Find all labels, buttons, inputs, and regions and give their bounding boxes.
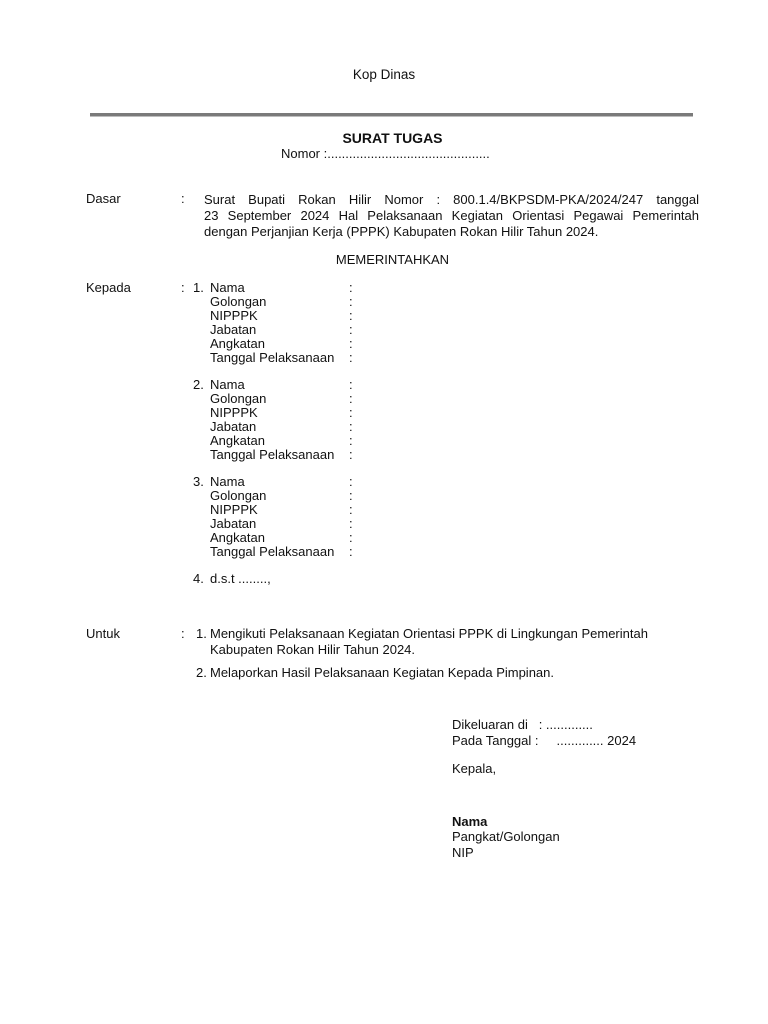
untuk-item-number: 2. <box>196 665 207 680</box>
more-persons-text: d.s.t ........, <box>210 571 271 586</box>
untuk-colon: : <box>181 626 185 641</box>
person-field-label: Golongan <box>210 293 267 309</box>
person-field-colon: : <box>349 418 353 434</box>
letterhead-placeholder: Kop Dinas <box>352 67 416 82</box>
person-field-colon: : <box>349 543 353 559</box>
person-field-colon: : <box>349 474 353 489</box>
dasar-colon: : <box>181 191 185 206</box>
person-field-label: NIPPPK <box>210 501 258 517</box>
person-field-label: Tanggal Pelaksanaan <box>210 446 335 462</box>
person-field-colon: : <box>349 529 353 545</box>
untuk-item-line: Mengikuti Pelaksanaan Kegiatan Orientasi PPPK di Lingkungan Pemerintah <box>210 626 648 641</box>
person-field-label: Jabatan <box>210 418 257 434</box>
person-number: 2. <box>193 377 204 392</box>
person-field-label: Angkatan <box>210 335 265 351</box>
untuk-item-line: Melaporkan Hasil Pelaksanaan Kegiatan Kepada Pimpinan. <box>210 665 554 680</box>
person-number: 1. <box>193 280 204 295</box>
person-field-label: Jabatan <box>210 321 257 337</box>
person-field-colon: : <box>349 293 353 309</box>
person-field-label: Nama <box>210 474 245 489</box>
untuk-item-number: 1. <box>196 626 207 641</box>
person-field-colon: : <box>349 349 353 365</box>
signer-rank: Pangkat/Golongan <box>452 829 560 844</box>
person-field-colon: : <box>349 487 353 503</box>
header-divider <box>90 113 693 117</box>
person-field-colon: : <box>349 307 353 323</box>
dasar-text <box>204 192 699 240</box>
person-field-label: Golongan <box>210 487 267 503</box>
untuk-item-line: Kabupaten Rokan Hilir Tahun 2024. <box>210 642 416 657</box>
person-field-colon: : <box>349 390 353 406</box>
issued-place: Dikeluaran di : ............. <box>452 717 593 732</box>
dasar-line: dengan Perjanjian Kerja (PPPK) Kabupaten Rokan Hilir Tahun 2024. <box>204 224 599 239</box>
person-field-label: Angkatan <box>210 529 265 545</box>
document-title: SURAT TUGAS <box>342 130 443 146</box>
issued-date: Pada Tanggal : ............. 2024 <box>452 733 637 748</box>
person-field-colon: : <box>349 515 353 531</box>
person-field-label: Angkatan <box>210 432 265 448</box>
signer-nip: NIP <box>452 845 474 860</box>
untuk-label: Untuk <box>86 626 120 641</box>
person-field-colon: : <box>349 501 353 517</box>
person-number: 4. <box>193 571 204 586</box>
dasar-label: Dasar <box>86 191 121 206</box>
dasar-line: Surat Bupati Rokan Hilir Nomor : 800.1.4/BKPSDM-PKA/2024/247 tanggal <box>204 192 699 207</box>
person-field-label: Nama <box>210 377 245 392</box>
person-field-colon: : <box>349 377 353 392</box>
person-field-label: Tanggal Pelaksanaan <box>210 543 335 559</box>
person-field-colon: : <box>349 446 353 462</box>
person-field-label: NIPPPK <box>210 307 258 323</box>
person-field-label: Nama <box>210 280 245 295</box>
signer-position: Kepala, <box>452 761 497 776</box>
person-field-colon: : <box>349 432 353 448</box>
person-field-colon: : <box>349 335 353 351</box>
document-number: Nomor :............................................. <box>281 146 490 161</box>
person-number: 3. <box>193 474 204 489</box>
person-field-colon: : <box>349 404 353 420</box>
kepada-colon: : <box>181 280 185 295</box>
person-field-label: Golongan <box>210 390 267 406</box>
kepada-label: Kepada <box>86 280 131 295</box>
memerintahkan-heading: MEMERINTAHKAN <box>335 252 450 267</box>
person-field-label: NIPPPK <box>210 404 258 420</box>
person-field-label: Tanggal Pelaksanaan <box>210 349 335 365</box>
person-field-colon: : <box>349 280 353 295</box>
person-field-colon: : <box>349 321 353 337</box>
dasar-line: 23 September 2024 Hal Pelaksanaan Kegiatan Orientasi Pegawai Pemerintah <box>204 208 699 223</box>
person-field-label: Jabatan <box>210 515 257 531</box>
signer-name: Nama <box>452 814 488 829</box>
